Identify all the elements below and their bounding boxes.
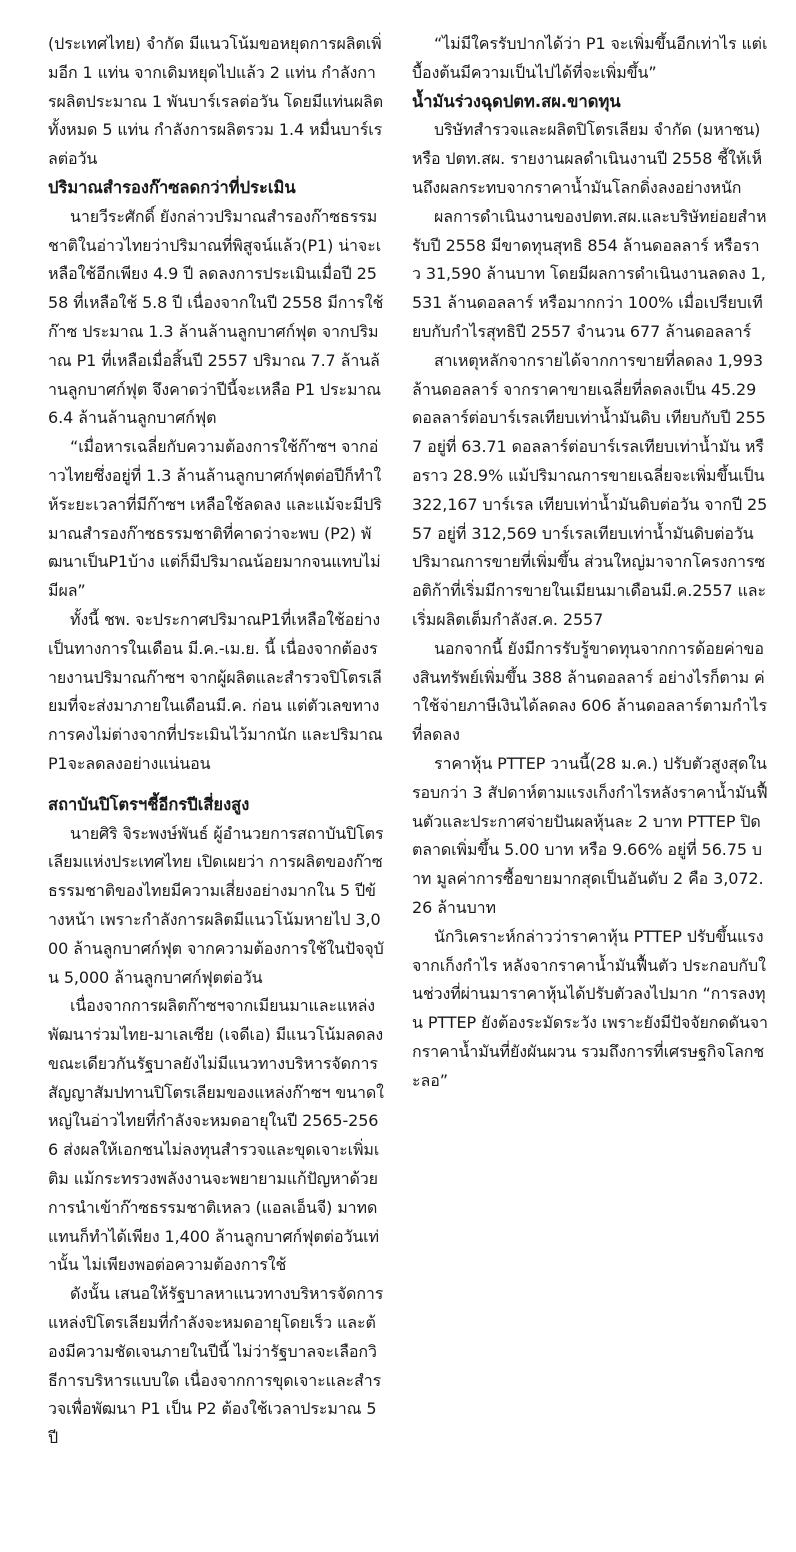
right-column xyxy=(412,30,768,1095)
paragraph: สาเหตุหลักจากรายได้จากการขายที่ลดลง 1,993 ล้านดอลลาร์ จากราคาขายเฉลี่ยที่ลดลงเป็น 45.29 ดอลลาร์ต่อบาร์เรลเทียบเท่าน้ำมันดิบ เทียบกับปี 2557 อยู่ที่ 63.71 ดอลลาร์ต่อบาร์เรลเทียบเท่าน้ำมัน หรือราว 28.9% แม้ปริมาณการขายเฉลี่ยจะเพิ่มขึ้นเป็น 322,167 บาร์เรล เทียบเท่าน้ำมันดิบต่อวัน จากปี 2557 อยู่ที่ 312,569 บาร์เรลเทียบเท่าน้ำมันดิบต่อวัน ปริมาณการขายที่เพิ่มขึ้น ส่วนใหญ่มาจากโครงการซอติก้าที่เริ่มมีการขายในเมียนมาเดือนมี.ค.2557 และเริ่มผลิตเต็มกำลังส.ค. 2557 xyxy=(412,350,768,629)
paragraph: ราคาหุ้น PTTEP วานนี้(28 ม.ค.) ปรับตัวสูงสุดในรอบกว่า 3 สัปดาห์ตามแรงเก็งกำไรหลังราคาน้ำมันฟื้นตัวและประกาศจ่ายปันผลหุ้นละ 2 บาท PTTEP ปิดตลาดเพิ่มขึ้น 5.00 บาท หรือ 9.66% อยู่ที่ 56.75 บาท มูลค่าการซื้อขายมากสุดเป็นอันดับ 2 คือ 3,072.26 ล้านบาท xyxy=(412,753,768,917)
paragraph: ผลการดำเนินงานของปตท.สผ.และบริษัทย่อยสำหรับปี 2558 มีขาดทุนสุทธิ 854 ล้านดอลลาร์ หรือราว 31,590 ล้านบาท โดยมีผลการดำเนินงานลดลง 1,531 ล้านดอลลาร์ หรือมากกว่า 100% เมื่อเปรียบเทียบกับกำไรสุทธิปี 2557 จำนวน 677 ล้านดอลลาร์ xyxy=(412,206,767,341)
section-heading: น้ำมันร่วงฉุดปตท.สผ.ขาดทุน xyxy=(412,91,621,111)
paragraph: นายวีระศักดิ์ ยังกล่าวปริมาณสำรองก๊าซธรรมชาติในอ่าวไทยว่าปริมาณที่พิสูจน์แล้ว(P1) น่าจะเหลือใช้อีกเพียง 4.9 ปี ลดลงการประเมินเมื่อปี 2558 ที่เหลือใช้ 5.8 ปี เนื่องจากในปี 2558 มีการใช้ก๊าซ ประมาณ 1.3 ล้านล้านลูกบาศก์ฟุต จากปริมาณ P1 ที่เหลือเมื่อสิ้นปี 2557 ปริมาณ 7.7 ล้านล้านลูกบาศก์ฟุต จึงคาดว่าปีนี้จะเหลือ P1 ประมาณ 6.4 ล้านล้านลูกบาศก์ฟุต xyxy=(48,206,384,428)
section-heading: ปริมาณสำรองก๊าซลดกว่าที่ประเมิน xyxy=(48,177,296,197)
quote-paragraph: “เมื่อหารเฉลี่ยกับความต้องการใช้ก๊าซฯ จากอ่าวไทยซึ่งอยู่ที่ 1.3 ล้านล้านลูกบาศก์ฟุตต่อปีก็ทำให้ระยะเวลาที่มีก๊าซฯ เหลือใช้ลดลง และแม้จะมีปริมาณสำรองก๊าซธรรมชาติที่คาดว่าจะพบ (P2) พัฒนาเป็นP1บ้าง แต่ก็มีปริมาณน้อยมากจนแทบไม่มีผล” xyxy=(48,437,382,601)
section-heading: สถาบันปิโตรฯชี้อีกรปีเสี่ยงสูง xyxy=(48,794,250,814)
paragraph: ดังนั้น เสนอให้รัฐบาลหาแนวทางบริหารจัดการแหล่งปิโตรเลียมที่กำลังจะหมดอายุโดยเร็ว และต้องมีความชัดเจนภายในปีนี้ ไม่ว่ารัฐบาลจะเลือกวิธีการบริหารแบบใด เนื่องจากการขุดเจาะและสำรวจเพื่อพัฒนา P1 เป็น P2 ต้องใช้เวลาประมาณ 5 ปี xyxy=(48,1284,384,1448)
paragraph: (ประเทศไทย) จำกัด มีแนวโน้มขอหยุดการผลิตเพิ่มอีก 1 แท่น จากเดิมหยุดไปแล้ว 2 แท่น กำลังการผลิตประมาณ 1 พันบาร์เรลต่อวัน โดยมีแท่นผลิตทั้งหมด 5 แท่น กำลังการผลิตรวม 1.4 หมื่นบาร์เรลต่อวัน xyxy=(48,34,384,169)
paragraph: เนื่องจากการผลิตก๊าซฯจากเมียนมาและแหล่งพัฒนาร่วมไทย-มาเลเซีย (เจดีเอ) มีแนวโน้มลดลง ขณะเดียวกันรัฐบาลยังไม่มีแนวทางบริหารจัดการสัญญาสัมปทานปิโตรเลียมของแหล่งก๊าซฯ ขนาดใหญ่ในอ่าวไทยที่กำลังจะหมดอายุในปี 2565-2566 ส่งผลให้เอกชนไม่ลงทุนสำรวจและขุดเจาะเพิ่มเติม แม้กระทรวงพลังงานจะพยายามแก้ปัญหาด้วยการนำเข้าก๊าซธรรมชาติเหลว (แอลเอ็นจี) มาทดแทนก็ทำได้เพียง 1,400 ล้านลูกบาศก์ฟุตต่อวันเท่านั้น ไม่เพียงพอต่อความต้องการใช้ xyxy=(48,996,384,1275)
paragraph: นักวิเคราะห์กล่าวว่าราคาหุ้น PTTEP ปรับขึ้นแรง จากเก็งกำไร หลังจากราคาน้ำมันฟื้นตัว ประกอบกับในช่วงที่ผ่านมาราคาหุ้นได้ปรับตัวลงไปมาก “การลงทุน PTTEP ยังต้องระมัดระวัง เพราะยังมีปัจจัยกดดันจากราคาน้ำมันที่ยังผันผวน รวมถึงการที่เศรษฐกิจโลกชะลอ” xyxy=(412,926,768,1090)
paragraph: บริษัทสำรวจและผลิตปิโตรเลียม จำกัด (มหาชน) หรือ ปตท.สผ. รายงานผลดำเนินงานปี 2558 ชี้ให้เห็นถึงผลกระทบจากราคาน้ำมันโลกดิ่งลงอย่างหนัก xyxy=(412,120,763,197)
left-column xyxy=(48,30,384,1453)
paragraph: นายศิริ จิระพงษ์พันธ์ ผู้อำนวยการสถาบันปิโตรเลียมแห่งประเทศไทย เปิดเผยว่า การผลิตของก๊าซธรรมชาติของไทยมีความเสี่ยงอย่างมากใน 5 ปีข้างหน้า เพราะกำลังการผลิตมีแนวโน้มหายไป 3,000 ล้านลูกบาศก์ฟุต จากความต้องการใช้ในปัจจุบัน 5,000 ล้านลูกบาศก์ฟุตต่อวัน xyxy=(48,823,384,987)
paragraph: ทั้งนี้ ชพ. จะประกาศปริมาณP1ที่เหลือใช้อย่างเป็นทางการในเดือน มี.ค.-เม.ย. นี้ เนื่องจากต้องรายงานปริมาณก๊าซฯ จากผู้ผลิตและสำรวจปิโตรเลียมที่จะส่งมาภายในเดือนมี.ค. ก่อน แต่ตัวเลขทางการคงไม่ต่างจากที่ประเมินไว้มากนัก และปริมาณP1จะลดลงอย่างแน่นอน xyxy=(48,609,383,773)
quote-paragraph: “ไม่มีใครรับปากได้ว่า P1 จะเพิ่มขึ้นอีกเท่าไร แต่เบื้องต้นมีความเป็นไปได้ที่จะเพิ่มขึ้น” xyxy=(412,34,768,82)
paragraph: นอกจากนี้ ยังมีการรับรู้ขาดทุนจากการด้อยค่าของสินทรัพย์เพิ่มขึ้น 388 ล้านดอลลาร์ อย่างไรก็ตาม ค่าใช้จ่ายภาษีเงินได้ลดลง 606 ล้านดอลลาร์ตามกำไรที่ลดลง xyxy=(412,638,767,745)
